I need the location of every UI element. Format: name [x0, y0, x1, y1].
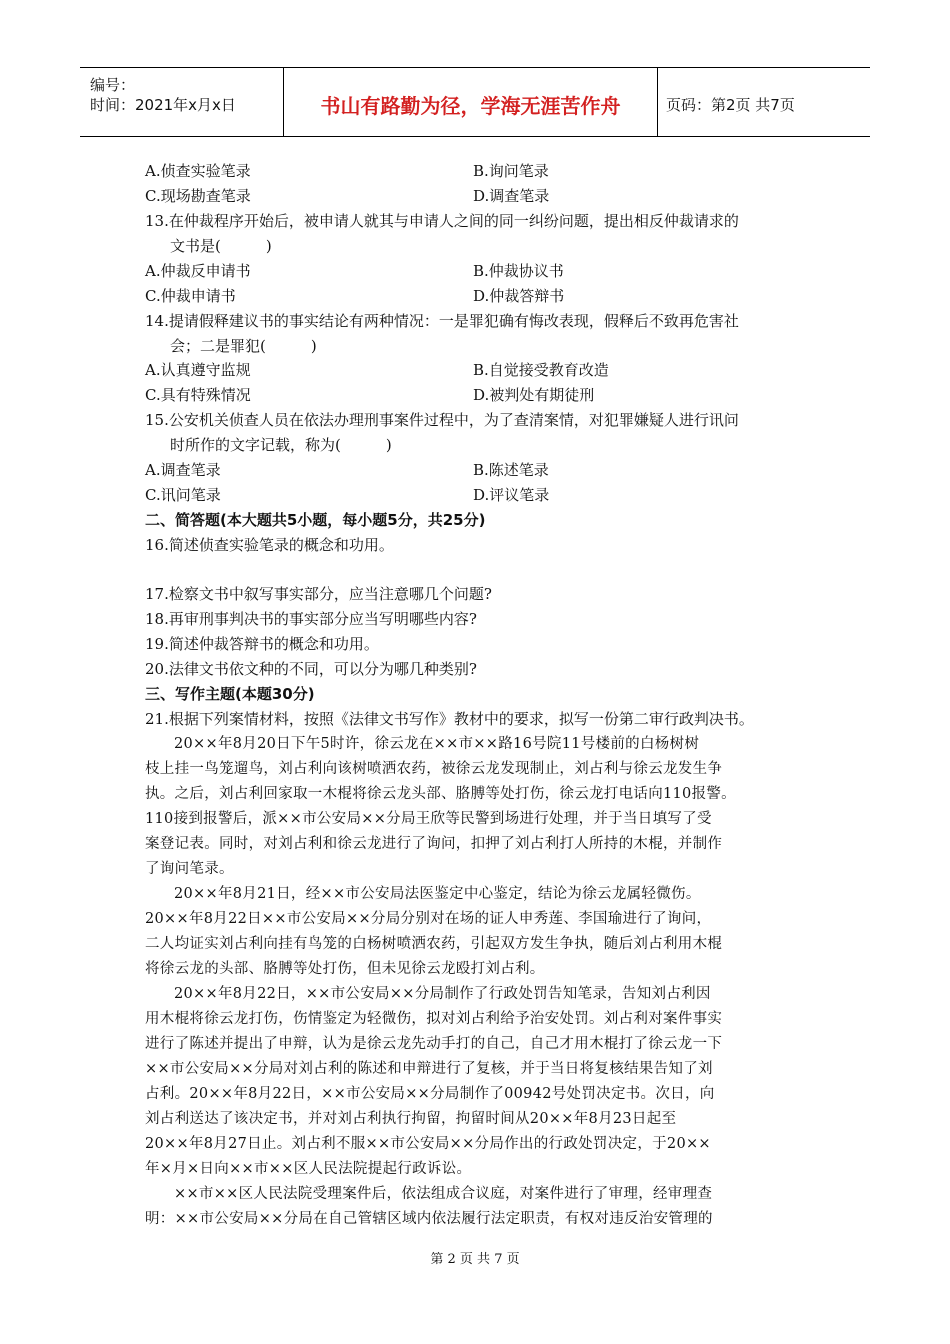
question-line: 时所作的文字记载，称为( ) — [170, 436, 392, 454]
case-text-line: ××市公安局××分局对刘占利的陈述和申辩进行了复核，并于当日将复核结果告知了刘 — [145, 1061, 713, 1077]
option-line: B.陈述笔录 — [473, 461, 549, 479]
case-text-line: 执。之后，刘占利回家取一木棍将徐云龙头部、胳膊等处打伤，徐云龙打电话向110报警。 — [145, 786, 736, 802]
case-text-line: 用木棍将徐云龙打伤，伤情鉴定为轻微伤，拟对刘占利给予治安处罚。刘占利对案件事实 — [145, 1011, 723, 1027]
case-text-line: 枝上挂一鸟笼遛鸟，刘占利向该树喷洒农药，被徐云龙发现制止，刘占利与徐云龙发生争 — [145, 761, 723, 777]
case-text-line: 二人均证实刘占利向挂有鸟笼的白杨树喷洒农药，引起双方发生争执，随后刘占利用木棍 — [145, 936, 723, 952]
page-footer: 第 2 页 共 7 页 — [430, 1252, 520, 1267]
section-heading: 三、写作主题(本题30分) — [145, 685, 315, 703]
option-line: B.自觉接受教育改造 — [473, 361, 609, 379]
case-text-line: 20××年8月20日下午5时许，徐云龙在××市××路16号院11号楼前的白杨树树 — [174, 736, 700, 752]
option-line: C.仲裁申请书 — [145, 287, 236, 305]
case-text-line: 20××年8月22日，××市公安局××分局制作了行政处罚告知笔录，告知刘占利因 — [174, 986, 711, 1002]
question-line: 16.简述侦查实验笔录的概念和功用。 — [145, 536, 394, 554]
case-text-line: 刘占利送达了该决定书，并对刘占利执行拘留，拘留时间从20××年8月23日起至 — [145, 1111, 677, 1127]
case-text-line: 将徐云龙的头部、胳膊等处打伤，但未见徐云龙殴打刘占利。 — [145, 961, 545, 977]
option-line: A.侦查实验笔录 — [145, 162, 251, 180]
case-text-line: 20××年8月22日××市公安局××分局分别对在场的证人申秀莲、李国瑜进行了询问， — [145, 911, 712, 927]
option-line: D.评议笔录 — [473, 486, 550, 504]
header-motto: 书山有路勤为径，学海无涯苦作舟 — [320, 94, 621, 118]
case-text-line: ××市××区人民法院受理案件后，依法组成合议庭，对案件进行了审理，经审理查 — [174, 1186, 713, 1202]
question-line: 文书是( ) — [170, 237, 272, 255]
option-line: D.调查笔录 — [473, 187, 550, 205]
option-line: C.具有特殊情况 — [145, 386, 251, 404]
option-line: B.仲裁协议书 — [473, 262, 564, 280]
case-text-line: 了询问笔录。 — [145, 861, 234, 877]
question-line: 17.检察文书中叙写事实部分，应当注意哪几个问题? — [145, 585, 492, 603]
case-text-line: 110接到报警后，派××市公安局××分局王欣等民警到场进行处理，并于当日填写了受 — [145, 811, 712, 827]
option-line: B.询问笔录 — [473, 162, 549, 180]
option-line: A.仲裁反申请书 — [145, 262, 251, 280]
question-line: 会；二是罪犯( ) — [170, 337, 317, 355]
section-heading: 二、简答题(本大题共5小题，每小题5分，共25分) — [145, 511, 486, 529]
header-page-label: 页码：第2页 共7页 — [666, 96, 795, 114]
option-line: C.现场勘查笔录 — [145, 187, 251, 205]
document-number-label: 编号： — [90, 76, 136, 94]
case-text-line: 年×月×日向××市××区人民法院提起行政诉讼。 — [145, 1161, 472, 1177]
question-line: 19.简述仲裁答辩书的概念和功用。 — [145, 635, 379, 653]
question-line: 13.在仲裁程序开始后，被申请人就其与申请人之间的同一纠纷问题，提出相反仲裁请求的 — [145, 212, 739, 230]
case-text-line: 20××年8月21日，经××市公安局法医鉴定中心鉴定，结论为徐云龙属轻微伤。 — [174, 886, 701, 902]
case-text-line: 明：××市公安局××分局在自己管辖区域内依法履行法定职责，有权对违反治安管理的 — [145, 1211, 713, 1227]
question-line: 20.法律文书依文种的不同，可以分为哪几种类别? — [145, 660, 477, 678]
case-text-line: 占利。20××年8月22日，××市公安局××分局制作了00942号处罚决定书。次日，向 — [145, 1086, 715, 1102]
question-line: 14.提请假释建议书的事实结论有两种情况：一是罪犯确有悔改表现，假释后不致再危害社 — [145, 312, 739, 330]
question-line: 15.公安机关侦查人员在依法办理刑事案件过程中，为了查清案情，对犯罪嫌疑人进行讯问 — [145, 411, 739, 429]
option-line: A.调查笔录 — [145, 461, 221, 479]
question-line: 21.根据下列案情材料，按照《法律文书写作》教材中的要求，拟写一份第二审行政判决书。 — [145, 710, 754, 728]
option-line: C.讯问笔录 — [145, 486, 221, 504]
option-line: D.被判处有期徒刑 — [473, 386, 595, 404]
option-line: D.仲裁答辩书 — [473, 287, 565, 305]
case-text-line: 20××年8月27日止。刘占利不服××市公安局××分局作出的行政处罚决定，于20×× — [145, 1136, 711, 1152]
option-line: A.认真遵守监规 — [145, 361, 251, 379]
document-date-label: 时间：2021年x月x日 — [90, 96, 236, 114]
case-text-line: 进行了陈述并提出了申辩，认为是徐云龙先动手打的自己，自己才用木棍打了徐云龙一下 — [145, 1036, 723, 1052]
question-line: 18.再审刑事判决书的事实部分应当写明哪些内容? — [145, 610, 477, 628]
case-text-line: 案登记表。同时，对刘占利和徐云龙进行了询问，扣押了刘占利打人所持的木棍，并制作 — [145, 836, 723, 852]
